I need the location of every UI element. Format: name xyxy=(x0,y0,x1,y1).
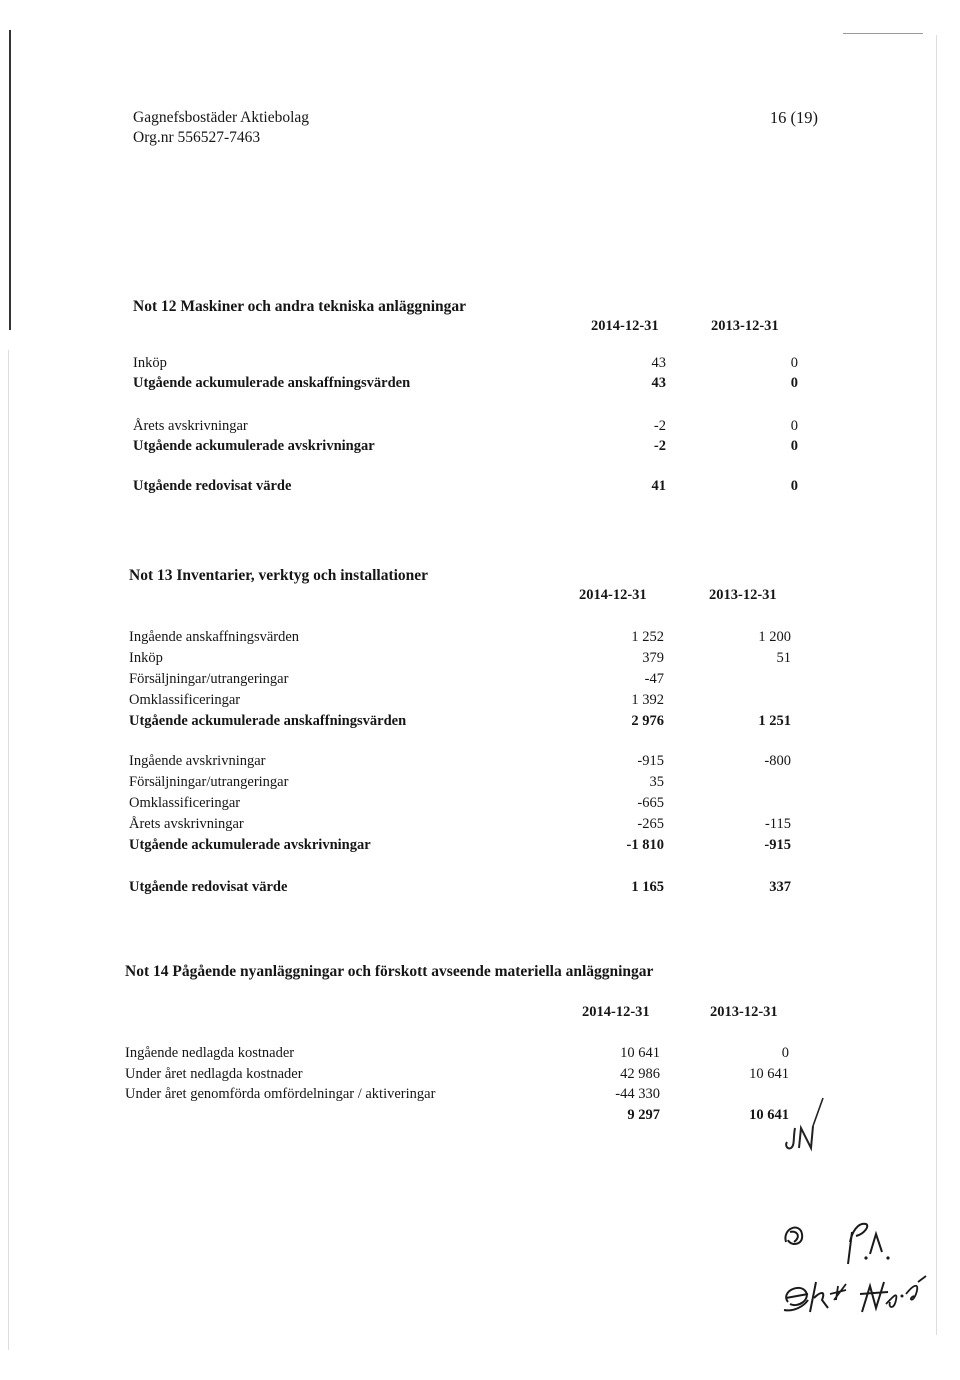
scan-edge-line xyxy=(9,30,11,330)
value-2013: 337 xyxy=(769,879,791,895)
value-2014: 10 641 xyxy=(620,1045,660,1061)
row-label: Under året genomförda omfördelningar / aktiveringar xyxy=(125,1086,436,1102)
note-14 xyxy=(125,963,805,1133)
note-13 xyxy=(129,567,799,907)
row-label: Utgående redovisat värde xyxy=(133,478,292,494)
row-label: Under året nedlagda kostnader xyxy=(125,1065,303,1082)
note-title: Not 12 Maskiner och andra tekniska anläggningar xyxy=(133,298,467,315)
table-row xyxy=(129,751,796,771)
value-2013: 0 xyxy=(790,438,798,454)
value-2014: 1 392 xyxy=(631,692,664,708)
value-2014: 1 165 xyxy=(631,879,664,895)
row-label: Försäljningar/utrangeringar xyxy=(129,774,289,790)
table-row xyxy=(133,436,803,456)
company-name: Gagnefsbostäder Aktiebolag xyxy=(133,109,310,126)
row-label: Omklassificeringar xyxy=(129,795,241,811)
table-row xyxy=(125,1084,794,1104)
scan-edge-line xyxy=(8,350,9,1350)
row-label: Inköp xyxy=(133,355,167,371)
table-row xyxy=(129,669,796,689)
value-2014: 9 297 xyxy=(627,1106,660,1123)
table-row xyxy=(129,627,796,647)
table-row xyxy=(129,648,796,668)
value-2013: 0 xyxy=(790,478,798,494)
value-2013: 0 xyxy=(781,1045,789,1061)
value-2013: 10 641 xyxy=(749,1065,789,1082)
row-label: Omklassificeringar xyxy=(129,692,241,708)
value-2014: 42 986 xyxy=(620,1065,660,1082)
row-label: Ingående nedlagda kostnader xyxy=(125,1045,295,1061)
row-label: Årets avskrivningar xyxy=(133,418,248,434)
row-label: Utgående redovisat värde xyxy=(129,879,288,895)
value-2014: -665 xyxy=(637,795,664,811)
value-2013: -115 xyxy=(764,816,791,832)
row-label: Ingående avskrivningar xyxy=(129,753,266,769)
table-row xyxy=(129,772,796,792)
column-header-2014: 2014-12-31 xyxy=(591,318,659,334)
value-2013: -800 xyxy=(764,753,791,769)
note-title: Not 14 Pågående nyanläggningar och förskott avseende materiella anläggningar xyxy=(125,963,654,980)
table-row xyxy=(129,711,796,731)
row-label: Försäljningar/utrangeringar xyxy=(129,671,289,687)
table-row xyxy=(125,1105,794,1125)
value-2013: 10 641 xyxy=(749,1106,789,1123)
value-2014: 35 xyxy=(649,774,664,790)
row-label: Utgående ackumulerade anskaffningsvärden xyxy=(129,713,407,729)
value-2014: 1 252 xyxy=(631,629,664,645)
value-2013: 0 xyxy=(790,418,798,434)
value-2014: 43 xyxy=(651,375,666,391)
column-header-2014: 2014-12-31 xyxy=(582,1004,650,1020)
scan-edge-line xyxy=(843,33,923,34)
table-row xyxy=(129,877,796,897)
value-2014: -1 810 xyxy=(626,837,664,853)
note-title: Not 13 Inventarier, verktyg och installationer xyxy=(129,567,429,584)
table-row xyxy=(129,690,796,710)
row-label: Ingående anskaffningsvärden xyxy=(129,629,300,645)
handwritten-initials xyxy=(783,1090,831,1160)
value-2014: -44 330 xyxy=(615,1086,660,1102)
value-2014: -2 xyxy=(653,438,666,454)
table-row xyxy=(129,793,796,813)
row-label: Utgående ackumulerade anskaffningsvärden xyxy=(133,375,411,391)
value-2014: 43 xyxy=(651,355,666,371)
page-number: 16 (19) xyxy=(769,108,818,127)
org-number: Org.nr 556527-7463 xyxy=(133,129,261,146)
table-row xyxy=(133,373,803,393)
table-row xyxy=(133,416,803,436)
value-2013: 51 xyxy=(776,650,791,666)
column-header-2014: 2014-12-31 xyxy=(579,587,647,603)
value-2013: 0 xyxy=(790,375,798,391)
table-row xyxy=(125,1043,794,1063)
table-row xyxy=(133,476,803,496)
scan-edge-line xyxy=(936,35,937,1335)
value-2013: 0 xyxy=(790,355,798,371)
value-2014: 379 xyxy=(642,650,664,666)
row-label: Utgående ackumulerade avskrivningar xyxy=(133,438,375,454)
row-label: Inköp xyxy=(129,650,163,666)
value-2014: 41 xyxy=(651,478,666,494)
column-header-2013: 2013-12-31 xyxy=(710,1004,778,1020)
table-row xyxy=(129,814,796,834)
value-2014: -47 xyxy=(644,671,664,687)
row-label: Utgående ackumulerade avskrivningar xyxy=(129,837,371,853)
signatures xyxy=(780,1212,930,1372)
value-2014: -265 xyxy=(637,816,664,832)
value-2013: 1 200 xyxy=(758,629,791,645)
table-row xyxy=(133,353,803,373)
company-block xyxy=(133,108,309,148)
column-header-2013: 2013-12-31 xyxy=(709,587,777,603)
value-2014: -915 xyxy=(637,753,664,769)
value-2014: 2 976 xyxy=(631,713,664,729)
value-2013: 1 251 xyxy=(758,713,791,729)
column-header-2013: 2013-12-31 xyxy=(711,318,779,334)
table-row xyxy=(129,835,796,855)
value-2013: -915 xyxy=(764,837,791,853)
value-2014: -2 xyxy=(653,418,666,434)
table-row xyxy=(125,1064,794,1084)
note-12 xyxy=(133,298,803,508)
row-label: Årets avskrivningar xyxy=(129,816,244,832)
